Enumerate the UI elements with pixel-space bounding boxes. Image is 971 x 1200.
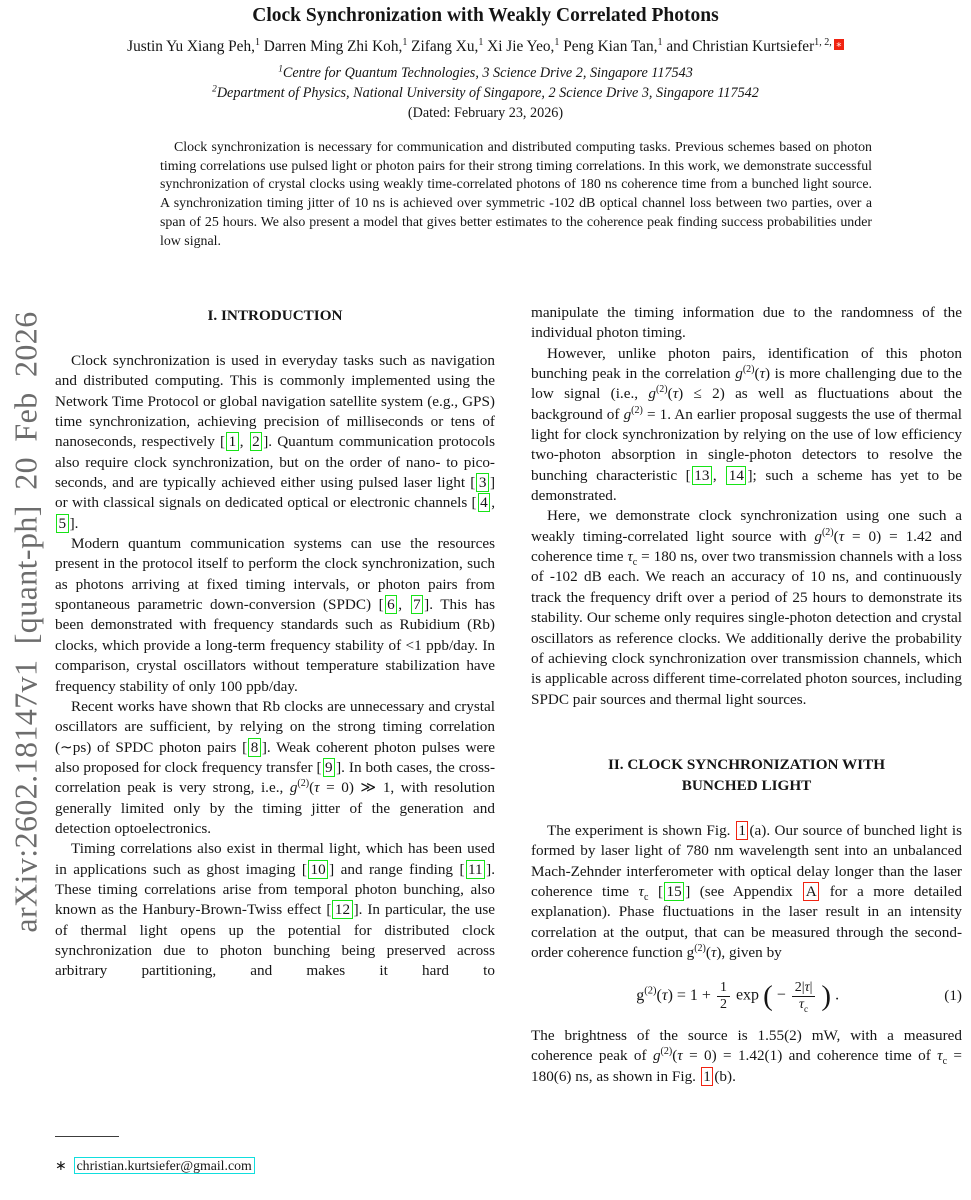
subscript: c bbox=[643, 891, 649, 903]
citation-link[interactable]: 13 bbox=[692, 466, 712, 485]
paragraph: However, unlike photon pairs, identification of this photon bunching peak in the correlation $g^{(2)}(\tau)$ is more challenging due to the low signal (i.e., $g^{(2)}(\tau) \le 2$) as well as fluctuations about the background of $g^{(2)} = 1$. An earlier proposal suggests the use of thermal light for clock synchronization by relying on the use of low efficiency two-photon absorption in single-photon detectors to resolve the bunching characteristic [ 13 , 14 ]; such a scheme has yet to be demonstrated. bbox=[531, 344, 962, 505]
internal-ref-link[interactable]: 1 bbox=[736, 821, 749, 840]
superscript: 1 bbox=[254, 36, 260, 48]
citation-link[interactable]: 8 bbox=[248, 738, 261, 757]
superscript: (2) bbox=[694, 942, 706, 954]
paragraph: The experiment is shown Fig. 1 (a). Our source of bunched light is formed by laser light of 780 nm wavelength sent into an unbalanced Mach-Zehnder interferometer with optical delay longer than the laser coherence time $\tau_c$ [ 15 ] (see Appendix A for a more detailed explanation). Phase fluctuations in the laser result in an intensity correlation at the output, that can be measured through the second-order coherence function $g^{(2)}(\tau)$, given by bbox=[531, 821, 962, 961]
math-symbol: g bbox=[648, 385, 656, 403]
authors-line: Justin Yu Xiang Peh,$^1$ Darren Ming Zhi Koh,$^1$ Zifang Xu,$^1$ Xi Jie Yeo,$^1$ Peng Kian Tan,$^1$ and Christian Kurtsiefer$^{1, 2,}$ ∗ bbox=[127, 36, 843, 55]
citation-link[interactable]: 1 bbox=[226, 432, 239, 451]
math-symbol: g bbox=[735, 365, 743, 383]
abstract bbox=[160, 139, 872, 251]
paragraph: The brightness of the source is 1.55(2) mW, with a measured coherence peak of $g^{(2)}(\tau = 0) = 1.42(1)$ and coherence time of $\tau_c = 180(6)$ ns, as shown in Fig. 1 (b). bbox=[531, 1027, 962, 1085]
dated-line: (Dated: February 23, 2026) bbox=[407, 105, 564, 121]
citation-link[interactable]: 14 bbox=[726, 466, 746, 485]
citation-link[interactable]: 2 bbox=[250, 432, 263, 451]
internal-ref-link[interactable]: A bbox=[803, 882, 819, 901]
superscript: 1 bbox=[478, 36, 484, 48]
section-heading: II. CLOCK SYNCHRONIZATION WITH BUNCHED LIGHT bbox=[607, 755, 886, 794]
right-column-top bbox=[531, 303, 962, 963]
equation-right-paren: ) bbox=[821, 980, 832, 1013]
right-column bbox=[531, 303, 962, 1200]
equation-fraction-tau: $\frac{2|\tau|}{\tau_c}$ bbox=[792, 980, 816, 1012]
citation-link[interactable]: 11 bbox=[466, 860, 486, 879]
paper-title: Clock Synchronization with Weakly Correlated Photons bbox=[252, 5, 719, 26]
superscript: (2) bbox=[742, 363, 755, 375]
equation-body bbox=[531, 980, 944, 1012]
equation-period: . bbox=[835, 986, 840, 1004]
superscript: (2) bbox=[297, 778, 310, 790]
citation-link[interactable]: 9 bbox=[323, 758, 336, 777]
footnote-area bbox=[55, 1136, 495, 1174]
math-symbol: τ bbox=[838, 527, 845, 545]
equation-left-paren: ( bbox=[763, 980, 773, 1013]
superscript: (2) bbox=[644, 985, 657, 997]
math-symbol: g bbox=[623, 405, 632, 423]
section-heading: I. INTRODUCTION bbox=[207, 307, 343, 324]
math-symbol: g bbox=[814, 527, 822, 545]
citation-link[interactable]: 7 bbox=[411, 595, 424, 614]
footnote-rule bbox=[55, 1136, 119, 1137]
email-link[interactable]: christian.kurtsiefer@gmail.com bbox=[74, 1157, 255, 1174]
left-column bbox=[55, 303, 495, 1118]
arxiv-watermark: arXiv:2602.18147v1 [quant-ph] 20 Feb 2026 bbox=[7, 311, 44, 933]
equation-exp-label: exp bbox=[735, 986, 760, 1004]
paragraph: Recent works have shown that Rb clocks are unnecessary and crystal oscillators are sufficient, by relying on the strong timing correlation (∼ps) of SPDC photon pairs [ 8 ]. Weak coherent photon pulses were also proposed for clock frequency transfer [ 9 ]. In both cases, the cross-correlation peak is very strong, i.e., $g^{(2)}(\tau = 0)$ ≫ 1, with resolution generally limited only by the timing jitter of the generation and detection optoelectronics. bbox=[55, 697, 495, 837]
superscript: 1 bbox=[278, 64, 283, 75]
paragraph: manipulate the timing information due to the randomness of the individual photon timing. bbox=[531, 304, 962, 342]
superscript: 1, 2, bbox=[814, 36, 832, 48]
paragraph: Modern quantum communication systems can use the resources present in the protocol itself to perform the clock synchronization, such as photons arriving at fixed timing intervals, or photon pairs from spontaneous parametric down-conversion (SPDC) [ 6 , 7 ]. This has been demonstrated with frequency standards such as Rubidium (Rb) clocks, which provide a long-term frequency stability of <1 ppb/day. In comparison, crystal oscillators without temperature stabilization have frequency stability of only 100 ppb/day. bbox=[55, 535, 495, 695]
equation-fraction-half: $\frac{1}{2}$ bbox=[717, 980, 730, 1012]
superscript: 1 bbox=[402, 36, 408, 48]
math-symbol: τ bbox=[677, 1047, 683, 1065]
equation-minus-sign: − bbox=[776, 986, 786, 1004]
paragraph: Clock synchronization is used in everyday tasks such as navigation and distributed computing. This is commonly implemented using the Network Time Protocol or global navigation satellite system (e.g., GPS) time synchronization, achieving precision of milliseconds or tens of nanoseconds, respectively [ 1 , 2 ]. Quantum communication protocols also require clock synchronization, but on the order of nano- to pico-seconds, and are typically achieved either using pulsed laser light [ 3 ] or with classical signals on dedicated optical or electronic channels [ 4 , 5 ]. bbox=[55, 352, 495, 532]
abstract-text: Clock synchronization is necessary for communication and distributed computing tasks. Previous schemes based on photon timing correlations use pulsed light or photon pairs for their strong timing correlations. In this work, we demonstrate successful synchronization of crystal clocks using weakly time-correlated photons of 180 ns coherence time from a bunched light source. A synchronization timing jitter of 10 ns is achieved over symmetric -102 dB optical channel loss between two parties, over a span of 25 hours. We also present a model that gives better estimates to the coherence peak finding success probabilities under low signal. bbox=[160, 140, 872, 249]
footnote-line bbox=[55, 1158, 495, 1174]
citation-link[interactable]: 3 bbox=[476, 473, 489, 492]
paragraph: Timing correlations also exist in thermal light, which has been used in applications such as ghost imaging [ 10 ] and range finding [ 11 ]. These timing correlations arise from temporal photon bunching, also known as the Hanbury-Brown-Twiss effect [ 12 ]. In particular, the use of thermal light opens up the potential for distributed clock synchronization due to photon bunching being preserved across arbitrary partitioning, and makes it hard to bbox=[55, 840, 495, 980]
math-symbol: g bbox=[289, 779, 298, 797]
subscript: c bbox=[942, 1056, 948, 1068]
math-symbol: τ bbox=[672, 385, 679, 403]
equation-number: (1) bbox=[944, 987, 962, 1004]
subscript: c bbox=[804, 1003, 809, 1014]
subscript: c bbox=[632, 557, 638, 569]
footnote-marker-link[interactable]: ∗ bbox=[835, 40, 843, 49]
right-column-bottom bbox=[531, 1026, 962, 1087]
equation-1 bbox=[531, 980, 962, 1012]
math-symbol: τ bbox=[759, 365, 765, 383]
math-symbol: τ bbox=[314, 779, 320, 797]
math-symbol: τ bbox=[937, 1047, 943, 1065]
internal-ref-link[interactable]: 1 bbox=[701, 1067, 714, 1086]
superscript: (2) bbox=[660, 1046, 673, 1058]
superscript: 2 bbox=[212, 84, 217, 95]
footnote-marker: ∗ bbox=[55, 1158, 67, 1173]
math-symbol: τ bbox=[804, 980, 810, 996]
superscript: (2) bbox=[631, 404, 643, 416]
math-symbol: τ bbox=[627, 548, 633, 566]
citation-link[interactable]: 4 bbox=[478, 493, 491, 512]
math-symbol: g bbox=[652, 1047, 661, 1065]
citation-link[interactable]: 12 bbox=[332, 900, 352, 919]
math-symbol: τ bbox=[710, 943, 717, 961]
superscript: 1 bbox=[657, 36, 663, 48]
superscript: 1 bbox=[554, 36, 560, 48]
citation-link[interactable]: 15 bbox=[664, 882, 684, 901]
math-symbol: τ bbox=[638, 882, 644, 900]
superscript: (2) bbox=[821, 526, 834, 538]
superscript: (2) bbox=[655, 384, 668, 396]
math-symbol: τ bbox=[799, 996, 805, 1012]
equation-lhs: $g^{(2)}(\tau) = 1$ + bbox=[636, 985, 715, 1004]
citation-link[interactable]: 5 bbox=[56, 514, 69, 533]
affiliation-1: $^1$Centre for Quantum Technologies, 3 Science Drive 2, Singapore 117543 bbox=[278, 64, 693, 81]
paragraph: Here, we demonstrate clock synchronization using one such a weakly timing-correlated light source with $g^{(2)}(\tau = 0) = 1.42$ and coherence time $\tau_c = 180$ ns, over two transmission channels with a loss of -102 dB each. We reach an accuracy of 10 ns, and continuously track the frequency drift over a period of 25 hours to demonstrate its stability. Our scheme only requires single-photon detection and crystal oscillators as reference clocks. We additionally derive the probability of achieving clock synchronization over transmission channels, which is applicable across different time-correlated photon sources, including SPDC pair sources and thermal light sources. bbox=[531, 507, 962, 708]
citation-link[interactable]: 6 bbox=[385, 595, 398, 614]
math-symbol: τ bbox=[661, 986, 668, 1004]
citation-link[interactable]: 10 bbox=[308, 860, 328, 879]
affiliation-2: $^2$Department of Physics, National University of Singapore, 2 Science Drive 3, Singapore 117542 bbox=[212, 84, 759, 101]
